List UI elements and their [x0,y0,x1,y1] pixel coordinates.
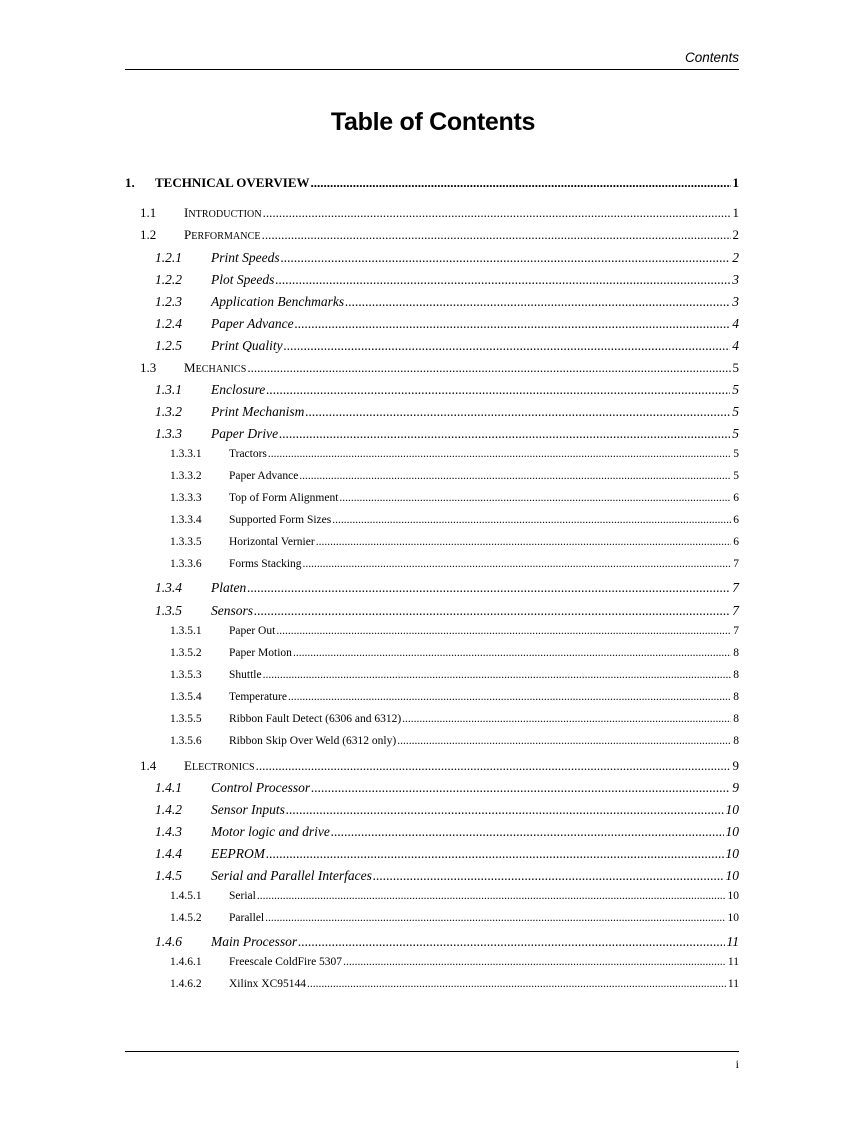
toc-entry-title: Control Processor [211,780,311,795]
toc-entry-number: 1.3.3.3 [170,492,202,504]
toc-dot-leader [262,227,731,243]
toc-dot-leader [281,250,731,266]
toc-entry-number: 1.4.6.2 [170,978,202,990]
toc-entry-1-3-5-4[interactable] [125,691,739,709]
toc-dot-leader [257,890,726,902]
toc-entry-1-2-1[interactable] [125,250,739,268]
toc-entry-title: Serial and Parallel Interfaces [211,868,372,883]
toc-entry-title-smallcaps: NTRODUCTION [188,209,262,220]
toc-entry-1[interactable] [125,175,739,193]
toc-entry-1-3-3-3[interactable] [125,492,739,510]
toc-entry-1-3-5-2[interactable] [125,647,739,665]
toc-dot-leader [263,669,732,681]
toc-entry-1-3-2[interactable] [125,404,739,422]
toc-dot-leader [279,426,730,442]
toc-entry-title: Forms Stacking [229,558,302,570]
toc-entry-number: 1.4.3 [155,824,182,839]
toc-entry-page: 5 [733,448,739,460]
toc-dot-leader [256,758,731,774]
toc-entry-title-initial: E [184,758,192,773]
toc-dot-leader [373,868,724,884]
toc-entry-1-3-3-4[interactable] [125,514,739,532]
toc-dot-leader [276,625,731,637]
toc-entry-number: 1. [125,175,135,190]
toc-entry-title-smallcaps: LECTRONICS [191,762,255,773]
toc-entry-title: Paper Out [229,625,276,637]
toc-entry-1-2-5[interactable] [125,338,739,356]
toc-entry-number: 1.3 [140,360,157,375]
toc-entry-page: 3 [732,272,739,287]
toc-entry-1-4-6[interactable] [125,934,739,952]
toc-entry-1-4[interactable] [125,758,739,776]
toc-entry-page: 4 [732,338,739,353]
toc-entry-title: Freescale ColdFire 5307 [229,956,343,968]
toc-entry-number: 1.2.4 [155,316,182,331]
toc-entry-page: 8 [733,669,739,681]
toc-entry-number: 1.2.5 [155,338,182,353]
toc-entry-page: 1 [732,175,739,190]
toc-entry-title: Serial [229,890,256,902]
toc-entry-number: 1.3.3 [155,426,182,441]
toc-entry-page: 3 [732,294,739,309]
toc-entry-1-4-4[interactable] [125,846,739,864]
toc-entry-title [184,758,255,774]
toc-entry-1-2[interactable] [125,227,739,245]
toc-entry-title: Tractors [229,448,267,460]
toc-dot-leader [266,846,724,862]
toc-entry-1-3-3-6[interactable] [125,558,739,576]
toc-entry-number: 1.2.2 [155,272,182,287]
toc-dot-leader [275,272,730,288]
toc-entry-title [184,227,261,243]
toc-entry-page: 11 [727,956,739,968]
toc-entry-1-4-5[interactable] [125,868,739,886]
toc-entry-page: 2 [732,227,739,242]
toc-entry-number: 1.3.5.1 [170,625,202,637]
toc-entry-number: 1.3.3.1 [170,448,202,460]
toc-entry-title-smallcaps: ERFORMANCE [191,231,261,242]
toc-dot-leader [345,294,730,310]
toc-entry-page: 8 [733,691,739,703]
toc-entry-1-1[interactable] [125,205,739,223]
toc-dot-leader [247,580,730,596]
toc-entry-page: 5 [732,382,739,397]
toc-entry-1-4-6-2[interactable] [125,978,739,996]
toc-entry-page: 5 [733,470,739,482]
toc-dot-leader [247,360,730,376]
toc-dot-leader [254,603,730,619]
toc-entry-number: 1.4.4 [155,846,182,861]
toc-entry-page: 11 [727,978,739,990]
toc-dot-leader [343,956,726,968]
toc-entry-page: 2 [732,250,739,265]
toc-dot-leader [397,735,731,747]
toc-entry-page: 10 [725,824,739,839]
toc-entry-title: EEPROM [211,846,265,861]
toc-entry-number: 1.3.5.5 [170,713,202,725]
toc-entry-page: 11 [726,934,739,949]
toc-dot-leader [311,780,730,796]
toc-entry-1-2-3[interactable] [125,294,739,312]
toc-dot-leader [286,802,724,818]
toc-dot-leader [332,514,731,526]
toc-entry-page: 10 [727,912,739,924]
toc-entry-page: 6 [733,492,739,504]
toc-entry-number: 1.3.5.2 [170,647,202,659]
toc-entry-1-3-4[interactable] [125,580,739,598]
toc-entry-page: 1 [732,205,739,220]
toc-entry-title: Paper Motion [229,647,292,659]
toc-entry-title: Main Processor [211,934,298,949]
toc-entry-title: Xilinx XC95144 [229,978,306,990]
toc-entry-title: Ribbon Fault Detect (6306 and 6312) [229,713,402,725]
toc-entry-number: 1.1 [140,205,157,220]
toc-entry-1-3-3-5[interactable] [125,536,739,554]
toc-entry-1-3-3[interactable] [125,426,739,444]
toc-entry-title: Horizontal Vernier [229,536,315,548]
toc-entry-number: 1.4.5.1 [170,890,202,902]
toc-entry-number: 1.3.5.6 [170,735,202,747]
toc-entry-page: 7 [733,625,739,637]
toc-entry-title-smallcaps: ECHANICS [195,364,247,375]
toc-entry-title: Platen [211,580,247,595]
toc-entry-number: 1.3.1 [155,382,182,397]
toc-dot-leader [339,492,731,504]
toc-dot-leader [305,404,730,420]
toc-entry-title: Print Speeds [211,250,280,265]
toc-entry-title-initial: I [184,205,189,220]
toc-entry-1-2-4[interactable] [125,316,739,334]
toc-entry-page: 5 [732,360,739,375]
toc-entry-1-2-2[interactable] [125,272,739,290]
toc-entry-title: Paper Drive [211,426,279,441]
toc-entry-1-4-5-2[interactable] [125,912,739,930]
toc-dot-leader [288,691,731,703]
toc-entry-page: 6 [733,536,739,548]
toc-entry-number: 1.2 [140,227,157,242]
toc-entry-1-3-5-6[interactable] [125,735,739,753]
toc-entry-title: TECHNICAL OVERVIEW [155,175,310,190]
toc-entry-page: 5 [732,426,739,441]
toc-entry-1-3-1[interactable] [125,382,739,400]
toc-entry-page: 7 [732,580,739,595]
toc-dot-leader [303,558,732,570]
toc-entry-title-initial: P [184,227,192,242]
toc-entry-1-4-6-1[interactable] [125,956,739,974]
toc-entry-title: Shuttle [229,669,262,681]
toc-dot-leader [268,448,731,460]
toc-entry-title: Parallel [229,912,265,924]
toc-entry-number: 1.2.3 [155,294,182,309]
toc-dot-leader [266,382,730,398]
toc-entry-page: 10 [725,868,739,883]
toc-entry-title [184,360,246,376]
toc-entry-number: 1.4.6 [155,934,182,949]
page-title: Table of Contents [330,108,536,136]
toc-entry-title: Motor logic and drive [211,824,330,839]
toc-entry-title [184,205,262,221]
running-header: Contents [684,50,739,65]
toc-entry-number: 1.3.3.4 [170,514,202,526]
toc-entry-1-4-5-1[interactable] [125,890,739,908]
toc-entry-number: 1.4.6.1 [170,956,202,968]
toc-entry-number: 1.3.3.6 [170,558,202,570]
toc-dot-leader [402,713,731,725]
toc-entry-number: 1.4.1 [155,780,182,795]
toc-entry-1-4-3[interactable] [125,824,739,842]
toc-entry-number: 1.3.3.5 [170,536,202,548]
toc-entry-number: 1.3.5.3 [170,669,202,681]
toc-entry-title: Sensor Inputs [211,802,285,817]
toc-entry-page: 4 [732,316,739,331]
toc-entry-1-3-3-2[interactable] [125,470,739,488]
toc-entry-title: Paper Advance [229,470,299,482]
toc-entry-title: Application Benchmarks [211,294,345,309]
toc-entry-number: 1.4.5 [155,868,182,883]
toc-entry-page: 8 [733,713,739,725]
toc-entry-page: 8 [733,647,739,659]
toc-entry-page: 8 [733,735,739,747]
toc-entry-title: Top of Form Alignment [229,492,339,504]
toc-entry-1-3-5-3[interactable] [125,669,739,687]
toc-entry-page: 5 [732,404,739,419]
footer-rule [125,1051,739,1052]
toc-dot-leader [293,647,731,659]
header-rule [125,69,739,70]
toc-dot-leader [284,338,731,354]
toc-entry-title: Temperature [229,691,287,703]
toc-entry-title: Print Quality [211,338,283,353]
toc-entry-page: 10 [725,802,739,817]
toc-dot-leader [265,912,725,924]
toc-entry-1-4-1[interactable] [125,780,739,798]
page-number: i [735,1057,739,1071]
toc-entry-number: 1.3.4 [155,580,182,595]
toc-entry-1-3[interactable] [125,360,739,378]
toc-dot-leader [311,175,731,191]
toc-entry-page: 7 [732,603,739,618]
toc-dot-leader [331,824,724,840]
toc-entry-number: 1.4 [140,758,157,773]
toc-entry-page: 7 [733,558,739,570]
toc-entry-1-3-5-1[interactable] [125,625,739,643]
toc-entry-number: 1.3.3.2 [170,470,202,482]
toc-entry-page: 10 [727,890,739,902]
toc-entry-1-3-3-1[interactable] [125,448,739,466]
toc-dot-leader [307,978,726,990]
toc-entry-title-initial: M [184,360,196,375]
toc-entry-title: Enclosure [211,382,266,397]
toc-entry-number: 1.3.2 [155,404,182,419]
toc-entry-page: 9 [732,758,739,773]
toc-entry-page: 10 [725,846,739,861]
toc-entry-number: 1.2.1 [155,250,182,265]
toc-entry-title: Sensors [211,603,254,618]
toc-dot-leader [295,316,731,332]
toc-entry-number: 1.3.5.4 [170,691,202,703]
toc-entry-1-3-5[interactable] [125,603,739,621]
toc-dot-leader [299,470,731,482]
toc-dot-leader [263,205,731,221]
toc-entry-title: Ribbon Skip Over Weld (6312 only) [229,735,397,747]
toc-entry-1-4-2[interactable] [125,802,739,820]
toc-entry-title: Paper Advance [211,316,294,331]
toc-entry-title: Plot Speeds [211,272,275,287]
toc-entry-number: 1.3.5 [155,603,182,618]
toc-entry-title: Print Mechanism [211,404,305,419]
toc-entry-number: 1.4.2 [155,802,182,817]
toc-dot-leader [298,934,724,950]
toc-entry-page: 6 [733,514,739,526]
toc-entry-number: 1.4.5.2 [170,912,202,924]
toc-entry-title: Supported Form Sizes [229,514,332,526]
toc-dot-leader [316,536,732,548]
toc-entry-page: 9 [732,780,739,795]
toc-entry-1-3-5-5[interactable] [125,713,739,731]
